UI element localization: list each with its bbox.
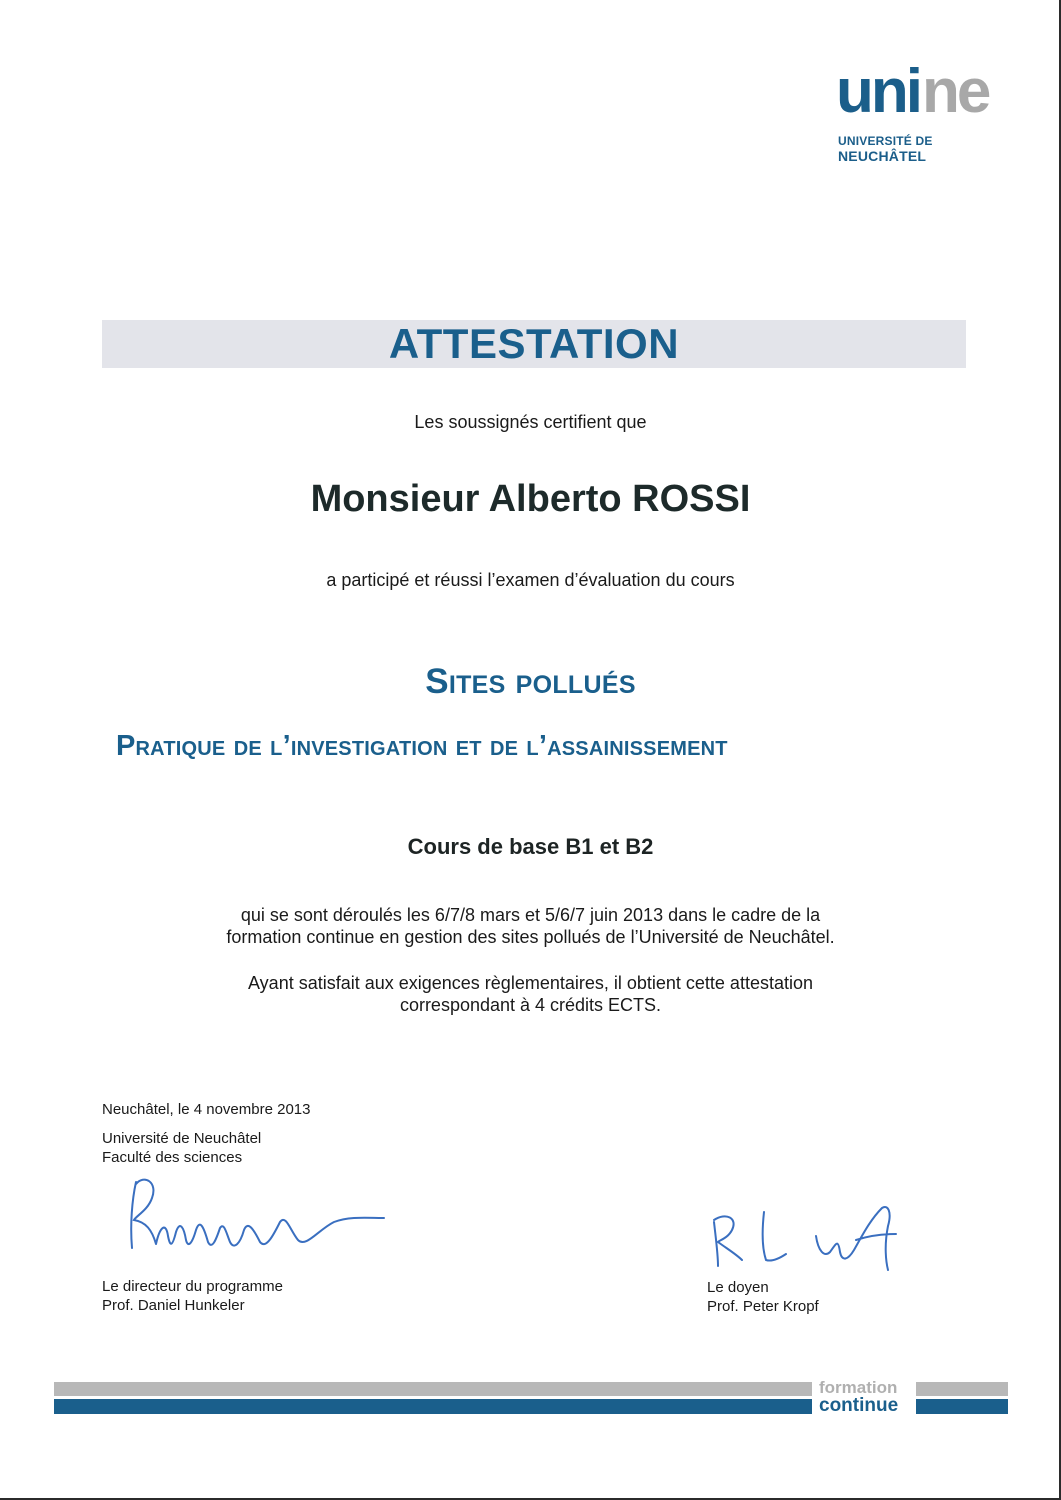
university-logo	[836, 52, 1016, 172]
footer-blue-bar-end	[916, 1399, 1008, 1414]
faculty-name: Faculté des sciences	[102, 1149, 243, 1166]
footer-grey-bar-end	[916, 1382, 1008, 1396]
course-subtitle: Pratique de l’investigation et de l’assainissement	[116, 730, 728, 762]
left-signatory-name: Prof. Daniel Hunkeler	[102, 1297, 245, 1314]
intro-text: Les soussignés certifient que	[414, 412, 647, 432]
logo-wordmark-dark: uni	[836, 57, 920, 122]
logo-text-line2: NEUCHÂTEL	[838, 148, 927, 164]
course-dates-line2: formation continue en gestion des sites pollués de l’Université de Neuchâtel.	[226, 927, 835, 947]
footer-label-formation: formation	[819, 1378, 898, 1397]
signature-left-image	[122, 1170, 402, 1270]
course-dates-line1: qui se sont déroulés les 6/7/8 mars et 5/6/7 juin 2013 dans le cadre de la	[240, 905, 821, 925]
logo-text-line1: UNIVERSITÉ DE	[838, 134, 933, 148]
recipient-name: Monsieur Alberto ROSSI	[310, 478, 751, 520]
course-dates-paragraph	[0, 904, 1061, 948]
right-signatory-name: Prof. Peter Kropf	[707, 1298, 819, 1315]
footer-label-continue: continue	[819, 1395, 899, 1416]
credits-paragraph	[0, 972, 1061, 1016]
place-date: Neuchâtel, le 4 novembre 2013	[102, 1101, 311, 1118]
unine-logo-mark	[836, 52, 1006, 122]
credits-line1: Ayant satisfait aux exigences règlementaires, il obtient cette attestation	[248, 973, 813, 993]
signature-right-image	[706, 1196, 926, 1276]
footer-grey-bar	[54, 1382, 812, 1396]
credits-line2: correspondant à 4 crédits ECTS.	[399, 995, 662, 1015]
course-title: Sites pollués	[425, 662, 636, 701]
participation-text: a participé et réussi l’examen d’évaluation du cours	[326, 570, 735, 590]
course-level: Cours de base B1 et B2	[407, 834, 654, 859]
right-signatory-role: Le doyen	[707, 1279, 769, 1296]
left-signatory-role: Le directeur du programme	[102, 1278, 283, 1295]
footer-blue-bar	[54, 1399, 812, 1414]
logo-wordmark-light: ne	[922, 57, 989, 122]
document-title: ATTESTATION	[388, 320, 680, 367]
institution-name: Université de Neuchâtel	[102, 1130, 262, 1147]
